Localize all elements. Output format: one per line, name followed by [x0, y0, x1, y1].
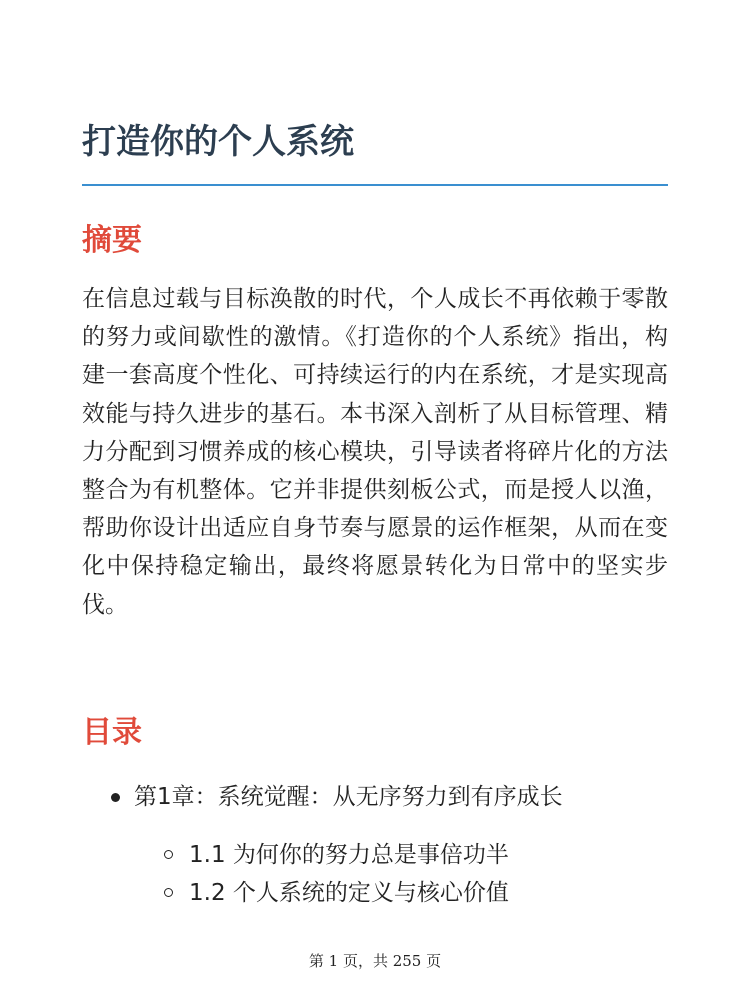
page-number-footer: 第 1 页，共 255 页 [308, 952, 442, 970]
toc-chapter-label: 第1章：系统觉醒：从无序努力到有序成长 [134, 784, 563, 810]
toc-chapter-1-sections [82, 836, 668, 912]
toc-section-label: 1.2 个人系统的定义与核心价值 [189, 880, 509, 906]
bullet-circle-icon [164, 888, 173, 897]
document-title: 打造你的个人系统 [82, 122, 354, 162]
toc-section-1-1[interactable] [82, 836, 668, 874]
toc-section-label: 1.1 为何你的努力总是事倍功半 [189, 842, 509, 868]
abstract-paragraph: 在信息过载与目标涣散的时代，个人成长不再依赖于零散的努力或间歇性的激情。《打造你的个人系统》指出，构建一套高度个性化、可持续运行的内在系统，才是实现高效能与持久进步的基石。本书深入剖析了从目标管理、精力分配到习惯养成的核心模块，引导读者将碎片化的方法整合为有机整体。它并非提供刻板公式，而是授人以渔，帮助你设计出适应自身节奏与愿景的运作框架，从而在变化中保持稳定输出，最终将愿景转化为日常中的坚实步伐。 [82, 286, 668, 618]
bullet-dot-icon [111, 793, 120, 802]
abstract-heading: 摘要 [82, 223, 142, 258]
toc-heading: 目录 [82, 715, 142, 750]
toc-section-1-2[interactable] [82, 874, 668, 912]
document-page [82, 0, 668, 1000]
toc-chapter-1[interactable] [82, 778, 668, 816]
title-divider [82, 184, 668, 186]
toc-list [82, 778, 668, 912]
bullet-circle-icon [164, 850, 173, 859]
toc-sub-list [82, 836, 668, 912]
